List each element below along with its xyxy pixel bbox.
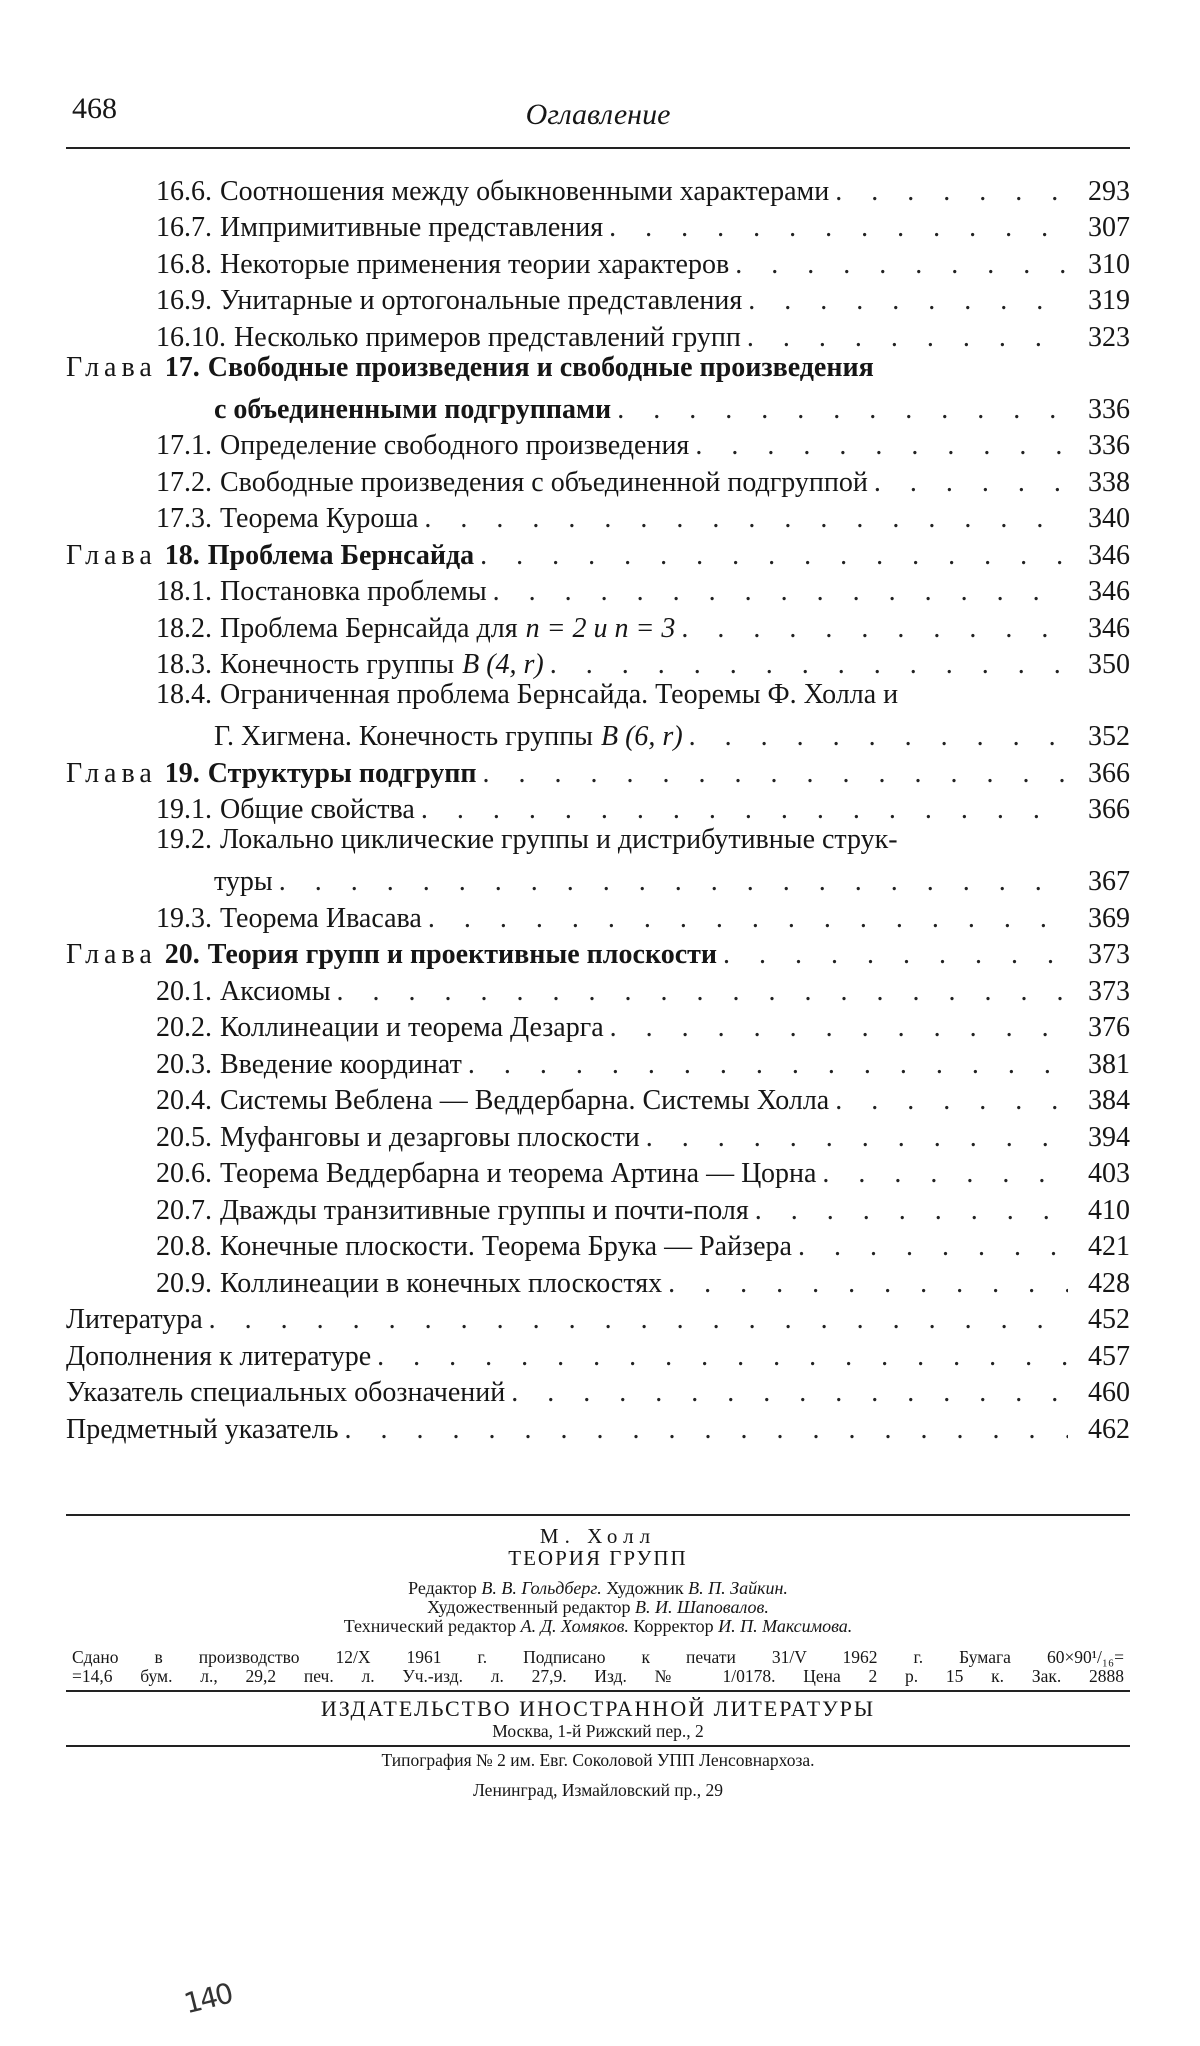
toc-number: 20.5. [156,1121,212,1153]
chapter-label: Глава [66,351,157,383]
toc-section [66,1007,1130,1044]
toc-backmatter [66,1372,1130,1409]
colophon-author: М. Холл [539,1524,657,1548]
toc-number: 18.4. [156,679,212,710]
toc-page-number: 462 [1088,1413,1130,1445]
running-title: Оглавление [525,98,671,131]
publisher-address: Москва, 1-й Рижский пер., 2 [492,1721,704,1741]
toc-section [66,316,1130,353]
toc-title: Свободные произведения с объединенной подгруппой [220,466,868,498]
toc-leader-dots [798,1232,1068,1262]
toc-title: Проблема Бернсайда для [220,612,518,644]
toc-number: 17. [164,351,200,383]
toc-section [66,1080,1130,1117]
toc-title: Муфанговы и дезарговы плоскости [220,1121,640,1153]
toc-section [66,1043,1130,1080]
toc-section [66,1189,1130,1226]
toc-title: Конечные плоскости. Теорема Брука — Райзера [220,1231,792,1262]
toc-leader-dots [480,541,1068,571]
toc-page-number: 373 [1088,975,1130,1007]
toc-leader-dots [723,940,1068,970]
toc-title: Постановка проблемы [220,576,487,607]
toc-title: Локально циклические группы и дистрибутивные струк- [220,824,898,855]
toc-leader-dots [610,1013,1068,1043]
toc-page-number: 366 [1088,757,1130,789]
toc-section [66,170,1130,207]
production-line-2: =14,6 бум. л., 29,2 печ. л. Уч.-изд. л. 27,9. Изд. № 1/0178. Цена 2 р. 15 к. Зак. 2888 [72,1666,1124,1686]
toc-number: 16.6. [156,175,212,207]
toc-section [66,1116,1130,1153]
toc-leader-dots [377,1342,1068,1372]
toc-leader-dots [874,468,1068,498]
toc-backmatter [66,1335,1130,1372]
colophon-credits [66,1579,1130,1636]
toc-page-number: 367 [1088,866,1130,897]
toc-title: Структуры подгрупп [207,757,477,789]
toc-page-number: 352 [1088,721,1130,752]
toc-page-number: 319 [1088,285,1130,316]
toc-leader-dots [681,614,1068,644]
toc-number: 18.2. [156,612,212,644]
toc-leader-dots [279,867,1068,897]
toc-backmatter [66,1299,1130,1336]
colophon-title: ТЕОРИЯ ГРУПП [508,1546,688,1570]
chapter-label: Глава [66,539,157,571]
toc-page-number: 350 [1088,649,1130,680]
toc-page-number: 346 [1088,539,1130,571]
toc-line-2 [66,389,1130,425]
toc-chapter [66,534,1130,571]
toc-leader-dots [689,722,1068,752]
toc-page-number: 460 [1088,1377,1130,1408]
toc-backmatter [66,1408,1130,1445]
production-line-1: Сдано в производство 12/X 1961 г. Подписано к печати 31/V 1962 г. Бумага 60×90¹/₁₆= [72,1647,1124,1667]
printer-address: Ленинград, Измайловский пр., 29 [472,1780,724,1800]
toc-page-number: 452 [1088,1304,1130,1335]
toc-title: Теорема Куроша [220,503,419,534]
page-number: 468 [72,92,117,125]
toc-end-rule [66,1514,1130,1516]
toc-page-number: 428 [1088,1267,1130,1299]
toc-section [66,825,1130,897]
toc-number: 18. [164,539,200,571]
toc-title: Соотношения между обыкновенными характерами [220,175,830,207]
toc-title: Конечность группы [220,649,455,680]
toc-leader-dots [609,213,1068,243]
production-details [66,1648,1130,1686]
toc-number: 20.4. [156,1085,212,1116]
toc-line-1 [66,353,1130,389]
toc-title: Теорема Ивасава [220,902,422,934]
toc-leader-dots [695,431,1068,461]
toc-leader-dots [209,1305,1068,1335]
toc-leader-dots [668,1269,1068,1299]
toc-chapter [66,752,1130,789]
toc-title: Литература [66,1304,203,1335]
table-of-contents [66,170,1130,1445]
toc-page-number: 323 [1088,321,1130,353]
toc-line-2 [156,716,1130,752]
toc-section [66,571,1130,608]
toc-title: Импримитивные представления [220,212,604,243]
toc-title: Проблема Бернсайда [207,539,475,571]
toc-leader-dots [755,1196,1068,1226]
toc-number: 19.2. [156,824,212,855]
toc-leader-dots [822,1159,1068,1189]
toc-leader-dots [421,795,1068,825]
toc-title: Предметный указатель [66,1413,339,1445]
toc-title: Ограниченная проблема Бернсайда. Теоремы Ф. Холла и [220,679,899,710]
toc-title: Теория групп и проективные плоскости [207,939,718,970]
chapter-label: Глава [66,757,157,789]
toc-title: Общие свойства [220,794,415,825]
toc-title: Указатель специальных обозначений [66,1377,506,1408]
toc-page-number: 373 [1088,939,1130,970]
toc-title: Введение координат [220,1048,462,1080]
toc-page-number: 293 [1088,175,1130,207]
toc-page-number: 457 [1088,1340,1130,1372]
toc-number: 16.8. [156,248,212,280]
chapter-label: Глава [66,939,157,970]
toc-leader-dots [428,904,1068,934]
toc-number: 20.2. [156,1012,212,1043]
toc-title: Унитарные и ортогональные представления [220,285,743,316]
toc-leader-dots [511,1378,1068,1408]
toc-leader-dots [747,323,1068,353]
toc-number: 19.1. [156,794,212,825]
publisher-name: ИЗДАТЕЛЬСТВО ИНОСТРАННОЙ ЛИТЕРАТУРЫ [320,1696,876,1721]
toc-page-number: 421 [1088,1231,1130,1262]
toc-leader-dots [483,759,1068,789]
toc-number: 16.7. [156,212,212,243]
toc-title: Несколько примеров представлений групп [234,321,741,353]
printer-name: Типография № 2 им. Евг. Соколовой УПП Ленсовнархоза. [381,1750,815,1770]
toc-leader-dots [493,577,1068,607]
toc-page-number: 346 [1088,612,1130,644]
toc-leader-dots [424,504,1068,534]
colophon [66,1525,1130,1801]
toc-leader-dots [835,177,1068,207]
toc-number: 19.3. [156,902,212,934]
toc-title: Некоторые применения теории характеров [220,248,730,280]
credit-line-3: Технический редактор А. Д. Хомяков. Корректор И. П. Максимова. [343,1616,853,1636]
toc-title: Определение свободного произведения [220,430,690,461]
toc-page-number: 381 [1088,1048,1130,1080]
toc-section [66,789,1130,826]
toc-page-number: 336 [1088,430,1130,461]
toc-line-1 [156,825,1130,861]
credit-line-1: Редактор В. В. Гольдберг. Художник В. П. Зайкин. [408,1578,788,1598]
toc-title-continued: Г. Хигмена. Конечность группы [214,721,593,752]
credit-line-2: Художественный редактор В. И. Шаповалов. [427,1597,769,1617]
toc-leader-dots [735,250,1068,280]
toc-page-number: 346 [1088,576,1130,607]
toc-title: Системы Веблена — Веддербарна. Системы Холла [220,1085,830,1116]
toc-page-number: 340 [1088,503,1130,534]
toc-section [66,1262,1130,1299]
toc-line-1 [156,680,1130,716]
toc-number: 20.7. [156,1194,212,1226]
toc-title: Дополнения к литературе [66,1340,372,1372]
toc-title: Свободные произведения и свободные произведения [207,351,874,383]
toc-title-continued: туры [214,866,273,897]
toc-number: 17.1. [156,430,212,461]
toc-number: 19. [164,757,200,789]
toc-section [66,680,1130,752]
toc-number: 20.6. [156,1158,212,1189]
toc-number: 16.10. [156,321,226,353]
toc-page-number: 338 [1088,466,1130,498]
toc-section [66,207,1130,244]
toc-leader-dots [748,286,1068,316]
toc-title: Коллинеации и теорема Дезарга [220,1012,604,1043]
toc-math: B (6, r) [601,721,683,752]
toc-number: 16.9. [156,285,212,316]
toc-section [66,243,1130,280]
toc-section [66,644,1130,681]
toc-page-number: 403 [1088,1158,1130,1189]
toc-line-2 [156,861,1130,897]
toc-leader-dots [550,650,1068,680]
toc-title: Коллинеации в конечных плоскостях [220,1267,663,1299]
toc-section [66,280,1130,317]
toc-page-number: 384 [1088,1085,1130,1116]
toc-title: Аксиомы [220,975,331,1007]
toc-section [66,461,1130,498]
toc-section [66,970,1130,1007]
toc-number: 17.3. [156,503,212,534]
toc-section [66,1226,1130,1263]
handwritten-mark: 140 [180,1976,235,2021]
toc-page-number: 410 [1088,1194,1130,1226]
toc-title-continued: с объединенными подгруппами [214,393,612,425]
toc-page-number: 336 [1088,393,1130,425]
toc-number: 18.1. [156,576,212,607]
toc-number: 20.8. [156,1231,212,1262]
toc-page-number: 394 [1088,1121,1130,1153]
toc-section [66,498,1130,535]
toc-number: 20.3. [156,1048,212,1080]
toc-math: n = 2 и n = 3 [525,612,676,644]
page-header [66,92,1130,142]
toc-number: 20.9. [156,1267,212,1299]
colophon-rule-1 [66,1690,1130,1692]
colophon-rule-2 [66,1745,1130,1747]
toc-leader-dots [646,1123,1068,1153]
toc-leader-dots [617,395,1068,425]
toc-page-number: 369 [1088,902,1130,934]
toc-page-number: 310 [1088,248,1130,280]
toc-number: 20. [164,939,200,970]
toc-leader-dots [468,1050,1068,1080]
toc-number: 18.3. [156,649,212,680]
toc-section [66,1153,1130,1190]
toc-page-number: 307 [1088,212,1130,243]
toc-number: 20.1. [156,975,212,1007]
toc-leader-dots [835,1086,1068,1116]
toc-leader-dots [337,977,1068,1007]
toc-section [66,425,1130,462]
toc-title: Дважды транзитивные группы и почти-поля [220,1194,749,1226]
toc-page-number: 376 [1088,1012,1130,1043]
toc-title: Теорема Веддербарна и теорема Артина — Цорна [220,1158,817,1189]
toc-number: 17.2. [156,466,212,498]
toc-math: B (4, r) [462,649,544,680]
toc-section [66,607,1130,644]
toc-section [66,897,1130,934]
toc-chapter [66,353,1130,425]
toc-page-number: 366 [1088,794,1130,825]
document-page [66,0,1130,2046]
toc-leader-dots [344,1415,1068,1445]
toc-chapter [66,934,1130,971]
header-rule [66,147,1130,149]
